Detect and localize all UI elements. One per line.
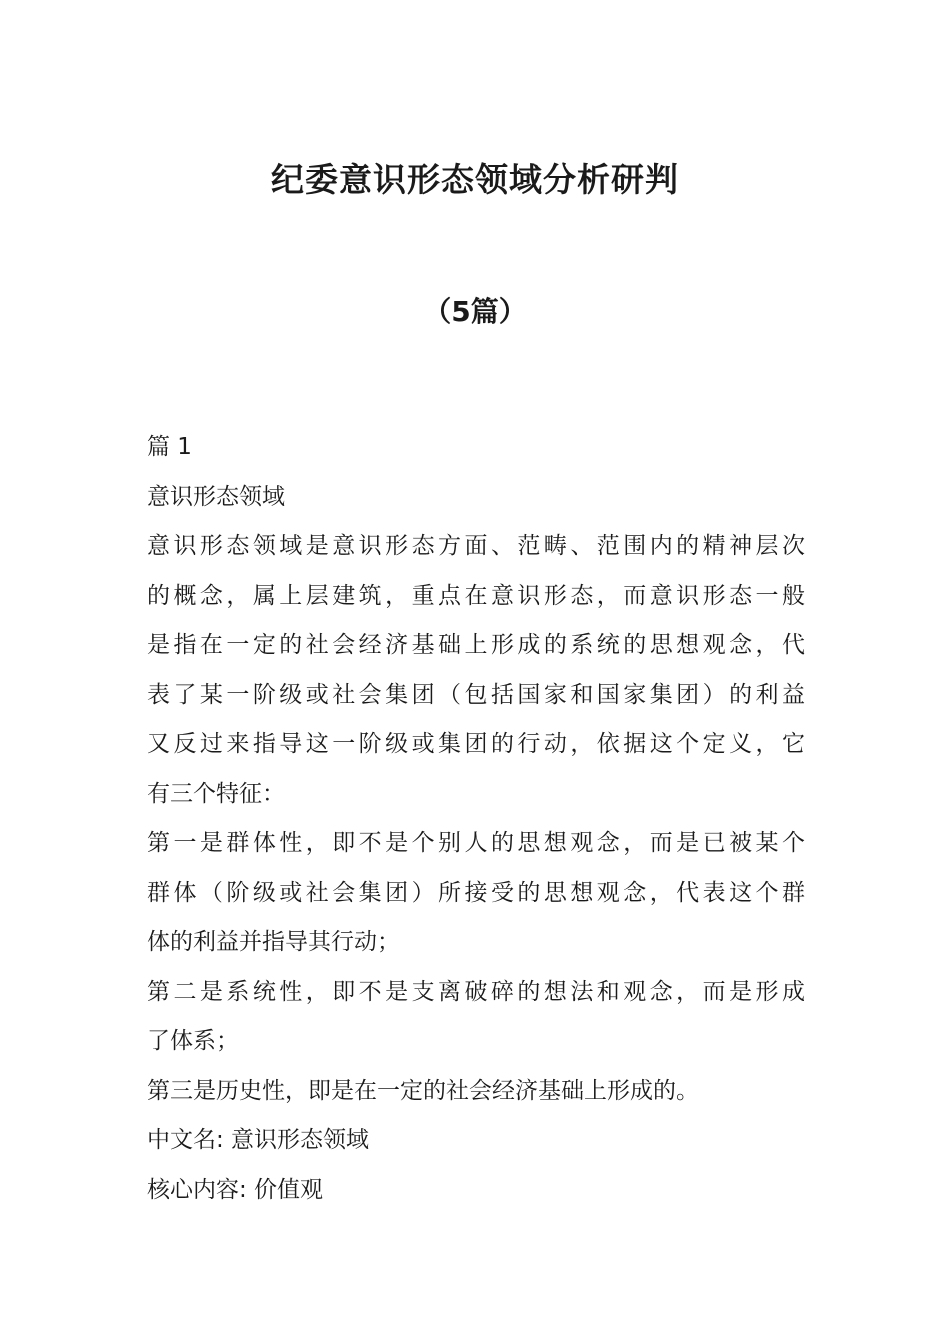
- body-line: 了体系；: [147, 1028, 239, 1054]
- body-line: 是指在一定的社会经济基础上形成的系统的思想观念，代: [147, 632, 805, 658]
- document-title: 纪委意识形态领域分析研判: [271, 160, 679, 199]
- body-line: 体的利益并指导其行动；: [147, 929, 400, 955]
- body-line: 第三是历史性，即是在一定的社会经济基础上形成的。: [147, 1077, 699, 1104]
- body-line: 第一是群体性，即不是个别人的思想观念，而是已被某个: [147, 830, 805, 856]
- document-subtitle: （5篇）: [423, 295, 527, 328]
- body-line: 又反过来指导这一阶级或集团的行动，依据这个定义，它: [147, 731, 805, 757]
- body-line: 的概念，属上层建筑，重点在意识形态，而意识形态一般: [147, 582, 805, 609]
- body-line: 意识形态领域是意识形态方面、范畴、范围内的精神层次: [147, 533, 805, 559]
- document-body: [147, 423, 807, 1215]
- section-label: 篇 1: [147, 434, 192, 460]
- info-chinese-name: 中文名: 意识形态领域: [147, 1127, 370, 1153]
- section-heading: 意识形态领域: [147, 483, 285, 510]
- body-line: 群体（阶级或社会集团）所接受的思想观念，代表这个群: [147, 879, 805, 906]
- body-line: 第二是系统性，即不是支离破碎的想法和观念，而是形成: [147, 978, 805, 1005]
- body-line: 有三个特征：: [147, 780, 285, 807]
- body-line: 表了某一阶级或社会集团（包括国家和国家集团）的利益: [147, 681, 805, 708]
- info-core-content: 核心内容: 价值观: [147, 1176, 324, 1203]
